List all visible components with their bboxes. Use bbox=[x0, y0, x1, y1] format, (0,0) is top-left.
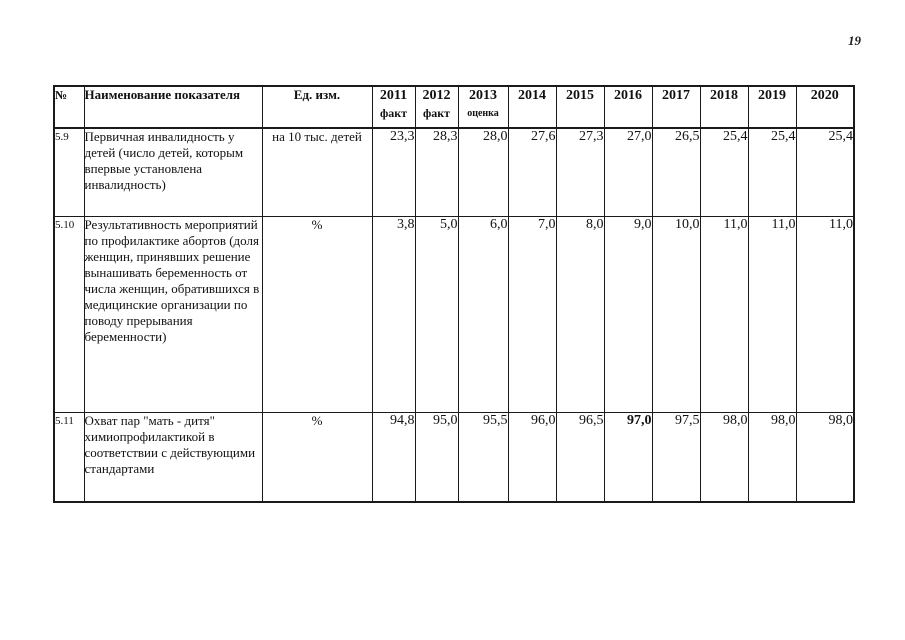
header-year: 2019 bbox=[758, 88, 786, 103]
row-num: 5.9 bbox=[54, 128, 84, 216]
header-year: 2017 bbox=[662, 88, 690, 103]
row-unit: % bbox=[262, 412, 372, 502]
row-num: 5.10 bbox=[54, 216, 84, 412]
row-value: 25,4 bbox=[748, 128, 796, 216]
header-year: 2013 bbox=[469, 88, 497, 103]
header-year-2015 bbox=[556, 86, 604, 128]
row-value: 98,0 bbox=[748, 412, 796, 502]
page-number: 19 bbox=[848, 33, 861, 48]
row-value: 9,0 bbox=[604, 216, 652, 412]
header-year-2011 bbox=[372, 86, 415, 128]
header-year: 2020 bbox=[810, 88, 839, 103]
row-value: 28,0 bbox=[458, 128, 508, 216]
header-year-note: факт bbox=[379, 106, 408, 120]
header-year-2012 bbox=[415, 86, 458, 128]
header-row bbox=[54, 86, 854, 128]
row-value: 26,5 bbox=[652, 128, 700, 216]
header-name: Наименование показателя bbox=[84, 86, 262, 128]
header-year-2014 bbox=[508, 86, 556, 128]
row-value: 8,0 bbox=[556, 216, 604, 412]
row-value: 11,0 bbox=[748, 216, 796, 412]
header-num: № bbox=[54, 86, 84, 128]
row-value: 25,4 bbox=[796, 128, 854, 216]
row-num: 5.11 bbox=[54, 412, 84, 502]
row-value: 7,0 bbox=[508, 216, 556, 412]
header-year-2013 bbox=[458, 86, 508, 128]
header-year-2018 bbox=[700, 86, 748, 128]
row-unit: % bbox=[262, 216, 372, 412]
row-value: 27,6 bbox=[508, 128, 556, 216]
header-unit: Ед. изм. bbox=[262, 86, 372, 128]
row-value: 27,0 bbox=[604, 128, 652, 216]
row-name: Результативность мероприятий по профилактике абортов (доля женщин, принявших решение вынашивать беременность от числа женщин, обратившихся в медицинские организации по поводу прерывания беременности) bbox=[84, 216, 262, 412]
row-value: 10,0 bbox=[652, 216, 700, 412]
row-value: 11,0 bbox=[700, 216, 748, 412]
row-value: 96,5 bbox=[556, 412, 604, 502]
header-year-2016 bbox=[604, 86, 652, 128]
table-row bbox=[54, 216, 854, 412]
row-value: 96,0 bbox=[508, 412, 556, 502]
header-year-2020 bbox=[796, 86, 854, 128]
row-value: 11,0 bbox=[796, 216, 854, 412]
row-value: 3,8 bbox=[372, 216, 415, 412]
row-value: 97,0 bbox=[604, 412, 652, 502]
row-value: 27,3 bbox=[556, 128, 604, 216]
row-value: 23,3 bbox=[372, 128, 415, 216]
header-year-note: оценка bbox=[467, 108, 499, 119]
header-year-2017 bbox=[652, 86, 700, 128]
header-year: 2016 bbox=[614, 88, 642, 103]
row-name: Первичная инвалидность у детей (число детей, которым впервые установлена инвалидность) bbox=[84, 128, 262, 216]
row-value: 97,5 bbox=[652, 412, 700, 502]
header-year: 2015 bbox=[566, 88, 594, 103]
row-value: 5,0 bbox=[415, 216, 458, 412]
row-unit: на 10 тыс. детей bbox=[262, 128, 372, 216]
header-year: 2011 bbox=[379, 88, 408, 103]
row-name: Охват пар "мать - дитя" химиопрофилактикой в соответствии с действующими стандартами bbox=[84, 412, 262, 502]
row-value: 28,3 bbox=[415, 128, 458, 216]
row-value: 95,5 bbox=[458, 412, 508, 502]
header-year: 2014 bbox=[518, 88, 546, 103]
row-value: 25,4 bbox=[700, 128, 748, 216]
row-value: 6,0 bbox=[458, 216, 508, 412]
row-value: 98,0 bbox=[700, 412, 748, 502]
row-value: 95,0 bbox=[415, 412, 458, 502]
table-row bbox=[54, 128, 854, 216]
header-year: 2018 bbox=[710, 88, 738, 103]
header-year-note: факт bbox=[422, 106, 451, 120]
row-value: 94,8 bbox=[372, 412, 415, 502]
table-row bbox=[54, 412, 854, 502]
row-value: 98,0 bbox=[796, 412, 854, 502]
indicators-table bbox=[53, 85, 855, 503]
header-year-2019 bbox=[748, 86, 796, 128]
header-year: 2012 bbox=[422, 88, 451, 103]
